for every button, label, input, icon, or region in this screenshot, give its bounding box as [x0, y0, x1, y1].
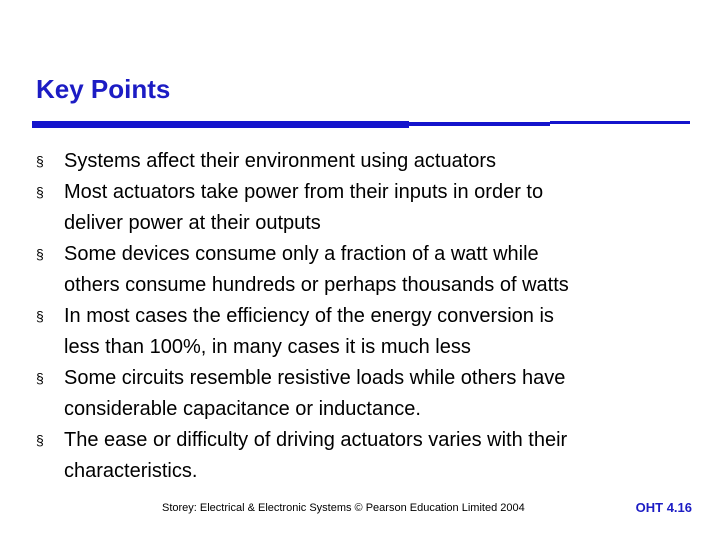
- bullet-item: [36, 301, 686, 363]
- bullet-line: Most actuators take power from their inputs in order to: [64, 181, 544, 203]
- bullet-marker-icon: §: [36, 308, 44, 324]
- bullet-item: [36, 363, 686, 425]
- bullet-line: others consume hundreds or perhaps thousands of watts: [64, 274, 569, 296]
- bullet-marker-icon: §: [36, 153, 44, 169]
- title-divider: [32, 121, 690, 131]
- bullet-line: Some devices consume only a fraction of a watt while: [64, 243, 539, 265]
- slide-number: OHT 4.16: [635, 500, 692, 515]
- bullet-marker-icon: §: [36, 370, 44, 386]
- title-divider-thin-segment: [550, 121, 690, 124]
- bullet-marker-icon: §: [36, 432, 44, 448]
- bullet-marker-icon: §: [36, 246, 44, 262]
- bullet-line: Some circuits resemble resistive loads while others have: [64, 367, 566, 389]
- bullet-item: [36, 177, 686, 239]
- bullet-line: In most cases the efficiency of the energy conversion is: [64, 305, 554, 327]
- bullet-line: The ease or difficulty of driving actuators varies with their: [64, 429, 568, 451]
- bullet-line: deliver power at their outputs: [64, 212, 321, 234]
- footer-credit: Storey: Electrical & Electronic Systems © Pearson Education Limited 2004: [162, 502, 525, 514]
- bullet-marker-icon: §: [36, 184, 44, 200]
- bullet-line: less than 100%, in many cases it is much less: [64, 336, 471, 358]
- title-divider-thick-segment: [32, 121, 409, 128]
- bullet-line: Systems affect their environment using actuators: [64, 150, 497, 172]
- bullet-line: characteristics.: [64, 460, 198, 482]
- key-points-list: [36, 146, 686, 487]
- bullet-item: [36, 146, 686, 177]
- bullet-item: [36, 239, 686, 301]
- bullet-item: [36, 425, 686, 487]
- bullet-line: considerable capacitance or inductance.: [64, 398, 421, 420]
- slide-title: Key Points: [36, 74, 171, 104]
- title-divider-medium-segment: [409, 122, 550, 126]
